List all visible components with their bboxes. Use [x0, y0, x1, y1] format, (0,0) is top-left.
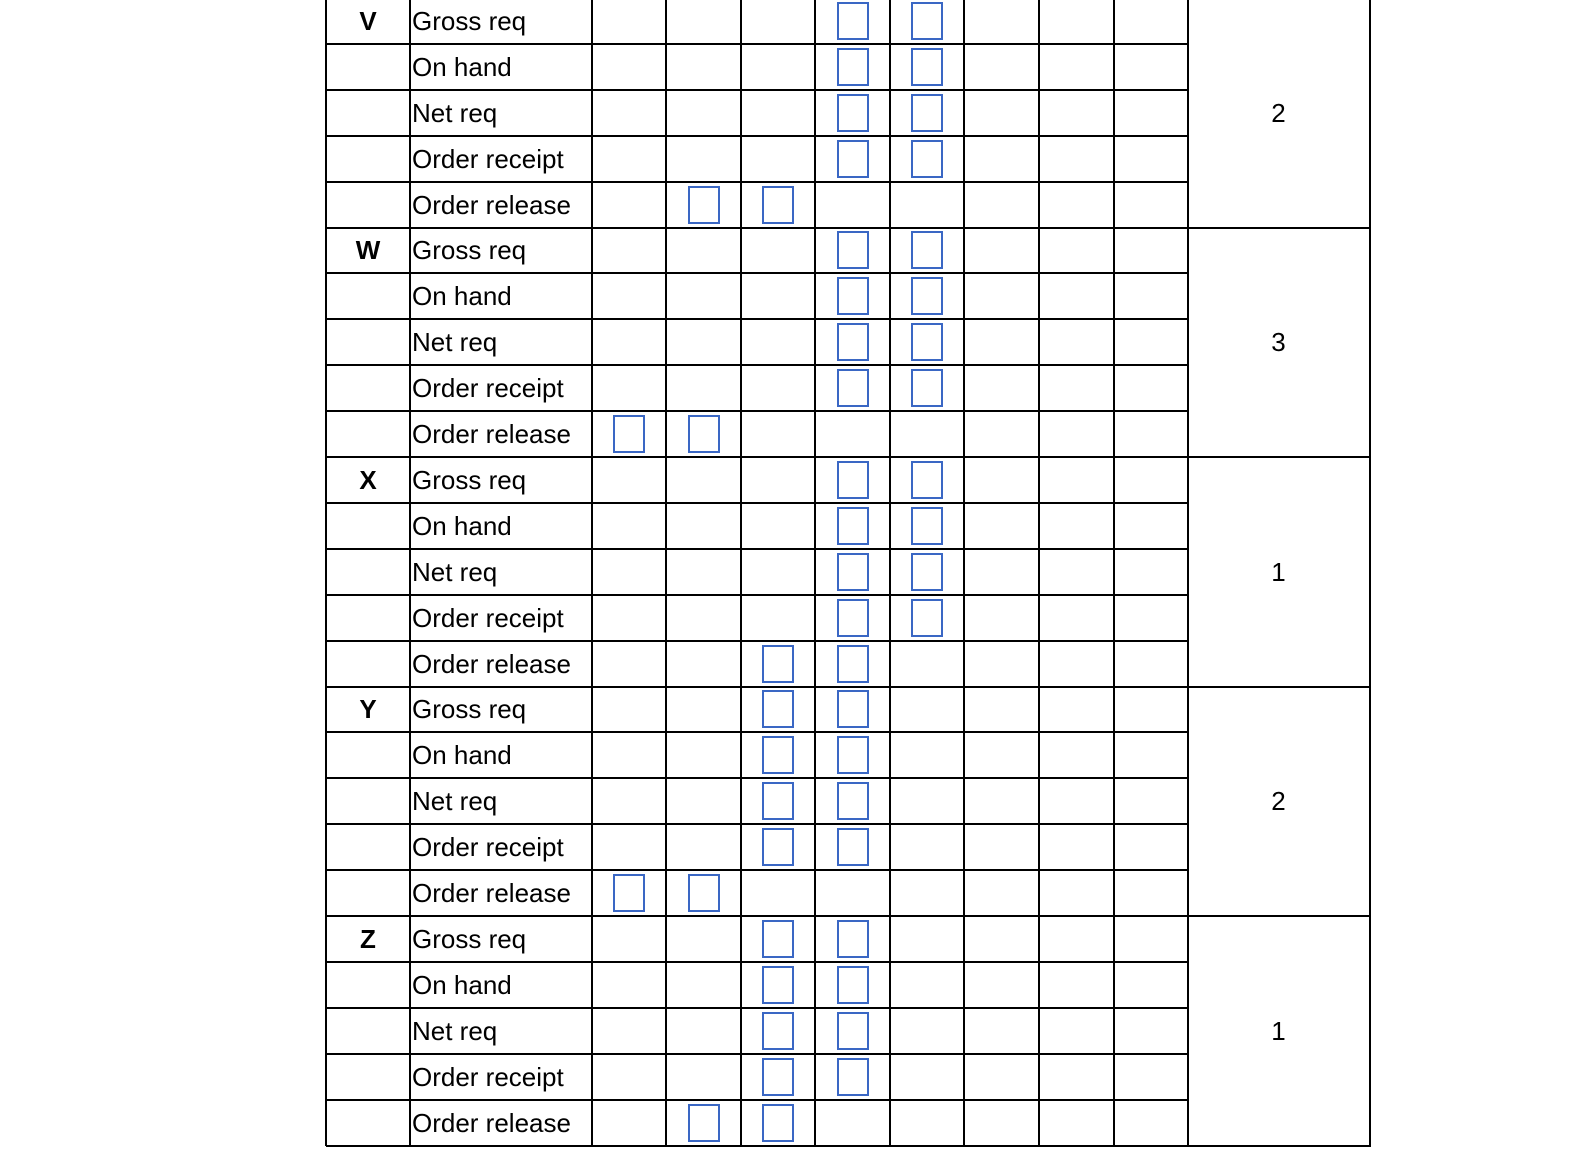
- row-label: Order release: [412, 878, 571, 909]
- quantity-input[interactable]: [837, 461, 869, 499]
- row-label: On hand: [412, 281, 512, 312]
- quantity-input[interactable]: [762, 828, 794, 866]
- quantity-input[interactable]: [911, 507, 943, 545]
- row-divider: [326, 1007, 1189, 1009]
- quantity-input[interactable]: [911, 461, 943, 499]
- quantity-input[interactable]: [688, 415, 720, 453]
- row-divider: [326, 594, 1189, 596]
- row-label: Order release: [412, 189, 571, 220]
- column-divider: [325, 0, 327, 1146]
- quantity-input[interactable]: [762, 186, 794, 224]
- row-divider: [326, 502, 1189, 504]
- quantity-input[interactable]: [762, 1104, 794, 1142]
- column-divider: [963, 0, 965, 1146]
- row-divider: [326, 1053, 1189, 1055]
- row-label: Gross req: [412, 464, 527, 495]
- row-label: Order release: [412, 648, 571, 679]
- column-divider: [1113, 0, 1115, 1146]
- quantity-input[interactable]: [837, 920, 869, 958]
- row-divider: [326, 961, 1189, 963]
- lead-time-value: 1: [1271, 556, 1286, 587]
- row-label: Gross req: [412, 5, 527, 36]
- row-label: On hand: [412, 740, 512, 771]
- row-divider: [326, 410, 1189, 412]
- quantity-input[interactable]: [762, 1058, 794, 1096]
- quantity-input[interactable]: [613, 874, 645, 912]
- row-label: Order release: [412, 419, 571, 450]
- row-divider: [326, 364, 1189, 366]
- quantity-input[interactable]: [762, 736, 794, 774]
- item-divider: [326, 227, 1371, 229]
- row-label: Gross req: [412, 235, 527, 266]
- quantity-input[interactable]: [911, 48, 943, 86]
- quantity-input[interactable]: [911, 277, 943, 315]
- item-label: X: [359, 464, 377, 495]
- row-label: Net req: [412, 97, 498, 128]
- quantity-input[interactable]: [688, 1104, 720, 1142]
- row-label: On hand: [412, 510, 512, 541]
- quantity-input[interactable]: [911, 140, 943, 178]
- row-divider: [326, 181, 1189, 183]
- quantity-input[interactable]: [837, 94, 869, 132]
- row-divider: [326, 869, 1189, 871]
- row-label: Order receipt: [412, 373, 564, 404]
- item-divider: [326, 1145, 1371, 1147]
- row-divider: [326, 548, 1189, 550]
- quantity-input[interactable]: [837, 736, 869, 774]
- row-divider: [326, 640, 1189, 642]
- item-label: W: [355, 235, 381, 266]
- quantity-input[interactable]: [837, 1058, 869, 1096]
- quantity-input[interactable]: [688, 874, 720, 912]
- column-divider: [665, 0, 667, 1146]
- row-label: Order release: [412, 1107, 571, 1138]
- quantity-input[interactable]: [613, 415, 645, 453]
- column-divider: [1038, 0, 1040, 1146]
- quantity-input[interactable]: [911, 599, 943, 637]
- row-divider: [326, 43, 1189, 45]
- row-divider: [326, 1099, 1189, 1101]
- row-label: Gross req: [412, 694, 527, 725]
- quantity-input[interactable]: [837, 140, 869, 178]
- quantity-input[interactable]: [837, 277, 869, 315]
- quantity-input[interactable]: [911, 369, 943, 407]
- row-label: Order receipt: [412, 602, 564, 633]
- item-label: Z: [360, 923, 376, 954]
- lead-time-value: 3: [1271, 327, 1286, 358]
- quantity-input[interactable]: [837, 645, 869, 683]
- quantity-input[interactable]: [911, 323, 943, 361]
- row-divider: [326, 731, 1189, 733]
- quantity-input[interactable]: [837, 369, 869, 407]
- quantity-input[interactable]: [762, 920, 794, 958]
- row-label: Order receipt: [412, 832, 564, 863]
- quantity-input[interactable]: [837, 231, 869, 269]
- lead-time-value: 2: [1271, 786, 1286, 817]
- quantity-input[interactable]: [837, 828, 869, 866]
- quantity-input[interactable]: [837, 966, 869, 1004]
- lead-time-value: 1: [1271, 1015, 1286, 1046]
- quantity-input[interactable]: [837, 2, 869, 40]
- row-divider: [326, 135, 1189, 137]
- quantity-input[interactable]: [837, 1012, 869, 1050]
- quantity-input[interactable]: [762, 645, 794, 683]
- row-label: Order receipt: [412, 1061, 564, 1092]
- item-divider: [326, 456, 1371, 458]
- quantity-input[interactable]: [837, 507, 869, 545]
- row-divider: [326, 823, 1189, 825]
- column-divider: [409, 0, 411, 1146]
- item-label: V: [359, 5, 377, 36]
- item-divider: [326, 686, 1371, 688]
- quantity-input[interactable]: [762, 966, 794, 1004]
- quantity-input[interactable]: [837, 553, 869, 591]
- quantity-input[interactable]: [762, 782, 794, 820]
- quantity-input[interactable]: [837, 782, 869, 820]
- item-divider: [326, 915, 1371, 917]
- quantity-input[interactable]: [762, 690, 794, 728]
- row-divider: [326, 272, 1189, 274]
- row-label: Net req: [412, 1015, 498, 1046]
- quantity-input[interactable]: [911, 553, 943, 591]
- quantity-input[interactable]: [911, 2, 943, 40]
- row-label: Net req: [412, 327, 498, 358]
- quantity-input[interactable]: [837, 690, 869, 728]
- lead-time-value: 2: [1271, 97, 1286, 128]
- row-label: Order receipt: [412, 143, 564, 174]
- column-divider: [740, 0, 742, 1146]
- quantity-input[interactable]: [911, 94, 943, 132]
- row-divider: [326, 89, 1189, 91]
- row-label: Net req: [412, 556, 498, 587]
- column-divider: [889, 0, 891, 1146]
- quantity-input[interactable]: [688, 186, 720, 224]
- column-divider: [814, 0, 816, 1146]
- quantity-input[interactable]: [911, 231, 943, 269]
- row-label: Gross req: [412, 923, 527, 954]
- column-divider: [591, 0, 593, 1146]
- quantity-input[interactable]: [837, 48, 869, 86]
- column-divider: [1369, 0, 1371, 1146]
- quantity-input[interactable]: [762, 1012, 794, 1050]
- quantity-input[interactable]: [837, 599, 869, 637]
- quantity-input[interactable]: [837, 323, 869, 361]
- row-divider: [326, 318, 1189, 320]
- row-label: On hand: [412, 51, 512, 82]
- row-label: On hand: [412, 969, 512, 1000]
- item-label: Y: [359, 694, 377, 725]
- row-label: Net req: [412, 786, 498, 817]
- row-divider: [326, 777, 1189, 779]
